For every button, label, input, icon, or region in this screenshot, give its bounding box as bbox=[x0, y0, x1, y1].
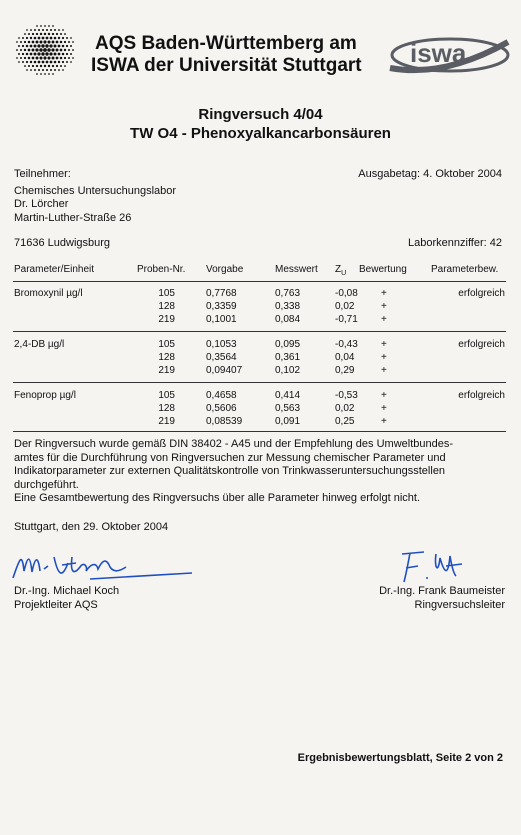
vorgabe-cell: 0,1053 bbox=[206, 339, 237, 350]
iswa-logo-text: iswa bbox=[410, 38, 467, 68]
logo-dot bbox=[28, 49, 31, 52]
logo-dot bbox=[46, 37, 49, 40]
logo-dot bbox=[40, 33, 42, 35]
logo-dot bbox=[38, 69, 40, 71]
logo-dot bbox=[26, 53, 29, 56]
logo-dot bbox=[64, 41, 66, 43]
logo-dot bbox=[64, 49, 66, 51]
logo-dot bbox=[32, 65, 34, 67]
messwert-cell: 0,763 bbox=[275, 288, 301, 299]
logo-dot bbox=[24, 41, 26, 43]
logo-dot bbox=[33, 52, 36, 55]
logo-dot bbox=[60, 57, 63, 60]
logo-dot bbox=[26, 61, 28, 63]
zu-cell: -0,43 bbox=[335, 339, 358, 350]
param-result: erfolgreich bbox=[458, 288, 505, 299]
logo-dot bbox=[34, 29, 36, 31]
logo-dot bbox=[62, 53, 65, 56]
bewertung-cell: + bbox=[381, 365, 387, 376]
logo-dot bbox=[66, 61, 68, 63]
logo-dot bbox=[52, 25, 54, 27]
logo-dot bbox=[32, 57, 35, 60]
logo-dot bbox=[42, 29, 44, 31]
logo-dot bbox=[32, 49, 35, 52]
logo-dot bbox=[56, 65, 58, 67]
logo-dot bbox=[52, 73, 54, 75]
logo-dot bbox=[62, 45, 65, 48]
logo-dot bbox=[32, 41, 35, 44]
logo-dot bbox=[47, 40, 50, 43]
zu-cell: 0,25 bbox=[335, 416, 355, 427]
logo-dot bbox=[48, 73, 50, 75]
logo-dot bbox=[50, 61, 53, 64]
bewertung-cell: + bbox=[381, 390, 387, 401]
logo-dot bbox=[18, 45, 20, 47]
logo-dot bbox=[54, 29, 56, 31]
logo-dot bbox=[47, 48, 51, 52]
probe-cell: 219 bbox=[158, 365, 175, 376]
body-line: durchgeführt. bbox=[14, 478, 79, 491]
logo-dot bbox=[34, 61, 37, 64]
logo-dot bbox=[58, 69, 60, 71]
logo-dot bbox=[70, 37, 72, 39]
col-header-vorgabe: Vorgabe bbox=[206, 264, 244, 275]
title-line-2: TW O4 - Phenoxyalkancarbonsäuren bbox=[130, 125, 391, 142]
logo-dot bbox=[37, 44, 40, 47]
zu-cell: 0,04 bbox=[335, 352, 355, 363]
logo-dot bbox=[18, 61, 20, 63]
logo-dot bbox=[60, 41, 63, 44]
logo-dot bbox=[42, 69, 44, 71]
logo-dot bbox=[52, 57, 55, 60]
logo-dot bbox=[22, 61, 24, 63]
logo-dot bbox=[72, 57, 74, 59]
logo-dot bbox=[36, 57, 39, 60]
logo-dot bbox=[28, 65, 30, 67]
bewertung-cell: + bbox=[381, 301, 387, 312]
signer-left-role: Projektleiter AQS bbox=[14, 599, 98, 611]
logo-dot bbox=[28, 57, 31, 60]
logo-dot bbox=[46, 69, 48, 71]
logo-dot bbox=[62, 69, 64, 71]
messwert-cell: 0,095 bbox=[275, 339, 301, 350]
logo-dot bbox=[16, 41, 18, 43]
zu-cell: 0,02 bbox=[335, 403, 355, 414]
logo-dot bbox=[34, 37, 37, 40]
logo-dot bbox=[30, 69, 32, 71]
logo-dot bbox=[70, 45, 72, 47]
logo-dot bbox=[54, 37, 57, 40]
bewertung-cell: + bbox=[381, 339, 387, 350]
issue-date: Ausgabetag: 4. Oktober 2004 bbox=[358, 168, 502, 180]
logo-dot bbox=[36, 41, 39, 44]
header-line-1: AQS Baden-Württemberg am bbox=[95, 33, 357, 54]
logo-dot bbox=[52, 33, 54, 35]
logo-dot bbox=[39, 40, 42, 43]
probe-cell: 105 bbox=[158, 339, 175, 350]
address-line: Chemisches Untersuchungslabor bbox=[14, 185, 177, 197]
logo-dot bbox=[60, 33, 62, 35]
param-name: Fenoprop µg/l bbox=[14, 390, 76, 401]
logo-dot bbox=[20, 41, 22, 43]
logo-dot bbox=[56, 41, 59, 44]
logo-dot bbox=[37, 52, 40, 55]
param-result: erfolgreich bbox=[458, 390, 505, 401]
logo-dot bbox=[30, 37, 32, 39]
logo-dot bbox=[72, 49, 74, 51]
logo-dot bbox=[52, 41, 55, 44]
logo-dot bbox=[36, 65, 38, 67]
messwert-cell: 0,414 bbox=[275, 390, 301, 401]
bewertung-cell: + bbox=[381, 416, 387, 427]
logo-dot bbox=[58, 53, 61, 56]
bewertung-cell: + bbox=[381, 288, 387, 299]
logo-dot bbox=[22, 53, 24, 55]
logo-dot bbox=[45, 44, 48, 47]
signer-right-name: Dr.-Ing. Frank Baumeister bbox=[379, 585, 505, 597]
logo-dot bbox=[38, 61, 41, 64]
logo-dot bbox=[26, 29, 28, 31]
body-line: amtes für die Durchführung von Ringversuchen zur Messung chemischer Parameter und bbox=[14, 451, 446, 464]
logo-dot bbox=[56, 33, 58, 35]
zu-cell: 0,29 bbox=[335, 365, 355, 376]
logo-dot bbox=[54, 61, 57, 64]
table-divider bbox=[13, 281, 506, 282]
logo-dot bbox=[33, 44, 36, 47]
logo-dot bbox=[62, 37, 64, 39]
logo-dot bbox=[53, 52, 56, 55]
logo-dot bbox=[42, 37, 45, 40]
logo-dot bbox=[24, 65, 26, 67]
logo-dot bbox=[24, 57, 26, 59]
logo-dot bbox=[52, 65, 54, 67]
logo-dot bbox=[32, 33, 34, 35]
vorgabe-cell: 0,5606 bbox=[206, 403, 237, 414]
logo-dot bbox=[62, 29, 64, 31]
logo-dot bbox=[30, 45, 33, 48]
address-city: 71636 Ludwigsburg bbox=[14, 237, 111, 249]
param-name: 2,4-DB µg/l bbox=[14, 339, 65, 350]
logo-dot bbox=[58, 61, 60, 63]
logo-dot bbox=[70, 53, 72, 55]
logo-dot bbox=[51, 48, 54, 51]
logo-dot bbox=[43, 48, 47, 52]
logo-dot bbox=[56, 49, 59, 52]
logo-dot bbox=[48, 25, 50, 27]
param-result: erfolgreich bbox=[458, 339, 505, 350]
zu-cell: -0,53 bbox=[335, 390, 358, 401]
logo-dot bbox=[66, 53, 68, 55]
logo-dot bbox=[58, 37, 60, 39]
logo-dot bbox=[22, 37, 24, 39]
logo-dot bbox=[60, 49, 63, 52]
logo-dot bbox=[64, 57, 66, 59]
col-header-zu: $Z_U$ bbox=[335, 264, 347, 277]
logo-dot bbox=[30, 29, 32, 31]
logo-dot bbox=[36, 73, 38, 75]
body-line: Der Ringversuch wurde gemäß DIN 38402 - A45 und der Empfehlung des Umweltbundes- bbox=[14, 438, 454, 450]
logo-dot bbox=[62, 61, 64, 63]
messwert-cell: 0,563 bbox=[275, 403, 301, 414]
logo-dot bbox=[72, 41, 74, 43]
probe-cell: 128 bbox=[158, 301, 175, 312]
probe-cell: 219 bbox=[158, 314, 175, 325]
logo-dot bbox=[47, 56, 50, 59]
logo-dot bbox=[70, 61, 72, 63]
bewertung-cell: + bbox=[381, 352, 387, 363]
logo-dot bbox=[16, 49, 18, 51]
logo-dot bbox=[39, 48, 43, 52]
logo-dot bbox=[44, 33, 46, 35]
vorgabe-cell: 0,1001 bbox=[206, 314, 237, 325]
probe-cell: 219 bbox=[158, 416, 175, 427]
logo-dot bbox=[41, 44, 44, 47]
place-date: Stuttgart, den 29. Oktober 2004 bbox=[14, 521, 169, 533]
logo-dot bbox=[40, 65, 42, 67]
probe-cell: 105 bbox=[158, 288, 175, 299]
bewertung-cell: + bbox=[381, 314, 387, 325]
logo-dot bbox=[28, 33, 30, 35]
logo-dot bbox=[46, 61, 49, 64]
logo-dot bbox=[43, 40, 46, 43]
logo-dot bbox=[41, 52, 44, 55]
logo-dot bbox=[43, 56, 46, 59]
logo-dot bbox=[30, 53, 33, 56]
logo-dot bbox=[64, 65, 66, 67]
messwert-cell: 0,084 bbox=[275, 314, 301, 325]
logo-dot bbox=[34, 69, 36, 71]
vorgabe-cell: 0,4658 bbox=[206, 390, 237, 401]
logo-dot bbox=[44, 73, 46, 75]
logo-dot bbox=[45, 52, 48, 55]
logo-dot bbox=[40, 25, 42, 27]
messwert-cell: 0,338 bbox=[275, 301, 301, 312]
zu-cell: 0,02 bbox=[335, 301, 355, 312]
logo-dot bbox=[68, 49, 70, 51]
logo-dot bbox=[38, 37, 41, 40]
logo-dot bbox=[58, 45, 61, 48]
logo-dot bbox=[24, 49, 26, 51]
col-header-probe: Proben-Nr. bbox=[137, 264, 186, 275]
logo-dot bbox=[39, 56, 42, 59]
signature-left bbox=[10, 545, 195, 590]
logo-dot bbox=[50, 29, 52, 31]
messwert-cell: 0,091 bbox=[275, 416, 301, 427]
probe-cell: 105 bbox=[158, 390, 175, 401]
zu-cell: -0,08 bbox=[335, 288, 358, 299]
logo-dot bbox=[35, 48, 38, 51]
iswa-logo bbox=[384, 28, 512, 78]
body-paragraph bbox=[14, 438, 504, 506]
logo-dot bbox=[44, 65, 46, 67]
logo-dot bbox=[20, 49, 22, 51]
logo-dot bbox=[54, 69, 56, 71]
logo-dot bbox=[56, 57, 59, 60]
col-header-param: Parameter/Einheit bbox=[14, 264, 95, 275]
logo-dot bbox=[49, 44, 52, 47]
logo-dot bbox=[42, 61, 45, 64]
lab-code: Laborkennziffer: 42 bbox=[408, 237, 502, 249]
logo-dot bbox=[28, 41, 31, 44]
logo-dot bbox=[26, 69, 28, 71]
logo-dot bbox=[64, 33, 66, 35]
logo-dot bbox=[44, 25, 46, 27]
logo-dot bbox=[36, 33, 38, 35]
bewertung-cell: + bbox=[381, 403, 387, 414]
logo-dot bbox=[18, 53, 20, 55]
footer-page-info: Ergebnisbewertungsblatt, Seite 2 von 2 bbox=[297, 752, 503, 764]
vorgabe-cell: 0,08539 bbox=[206, 416, 243, 427]
logo-dot bbox=[22, 45, 24, 47]
messwert-cell: 0,361 bbox=[275, 352, 301, 363]
vorgabe-cell: 0,3564 bbox=[206, 352, 237, 363]
logo-dot bbox=[68, 57, 70, 59]
probe-cell: 128 bbox=[158, 403, 175, 414]
logo-dot bbox=[60, 65, 62, 67]
logo-dot bbox=[48, 65, 50, 67]
logo-dot bbox=[20, 57, 22, 59]
probe-cell: 128 bbox=[158, 352, 175, 363]
vorgabe-cell: 0,3359 bbox=[206, 301, 237, 312]
col-header-messwert: Messwert bbox=[275, 264, 318, 275]
logo-dot bbox=[16, 57, 18, 59]
logo-dot bbox=[40, 73, 42, 75]
logo-dot bbox=[53, 44, 56, 47]
logo-dot bbox=[68, 41, 70, 43]
logo-dot bbox=[26, 45, 29, 48]
address-line: Dr. Lörcher bbox=[14, 198, 69, 210]
logo-dot bbox=[66, 37, 68, 39]
logo-dot bbox=[48, 33, 50, 35]
body-line: Eine Gesamtbewertung des Ringversuchs über alle Parameter hinweg erfolgt nicht. bbox=[14, 492, 420, 505]
body-line: Indikatorparameter zur externen Qualitätskontrolle von Trinkwasseruntersuchungsstellen bbox=[14, 465, 446, 478]
table-divider bbox=[13, 431, 506, 432]
signer-left-name: Dr.-Ing. Michael Koch bbox=[14, 585, 120, 597]
logo-dot bbox=[66, 45, 68, 47]
vorgabe-cell: 0,09407 bbox=[206, 365, 243, 376]
param-name: Bromoxynil µg/l bbox=[14, 288, 83, 299]
title-line-1: Ringversuch 4/04 bbox=[198, 106, 323, 123]
logo-dot bbox=[50, 37, 53, 40]
col-header-bewertung: Bewertung bbox=[359, 264, 407, 275]
logo-dot bbox=[49, 52, 52, 55]
address-line: Martin-Luther-Straße 26 bbox=[14, 212, 132, 224]
logo-dot bbox=[50, 69, 52, 71]
logo-dot bbox=[24, 33, 26, 35]
logo-dot bbox=[36, 25, 38, 27]
table-divider bbox=[13, 382, 506, 383]
col-header-parameterbew: Parameterbew. bbox=[431, 264, 499, 275]
logo-dot bbox=[30, 61, 32, 63]
participant-label: Teilnehmer: bbox=[14, 168, 71, 180]
signer-right-role: Ringversuchsleiter bbox=[414, 599, 505, 611]
header-line-2: ISWA der Universität Stuttgart bbox=[91, 55, 362, 76]
table-divider bbox=[13, 331, 506, 332]
logo-dot bbox=[58, 29, 60, 31]
aqs-dot-logo bbox=[14, 24, 76, 76]
vorgabe-cell: 0,7768 bbox=[206, 288, 237, 299]
messwert-cell: 0,102 bbox=[275, 365, 301, 376]
logo-dot bbox=[38, 29, 40, 31]
zu-cell: -0,71 bbox=[335, 314, 358, 325]
logo-dot bbox=[18, 37, 20, 39]
logo-dot bbox=[46, 29, 48, 31]
logo-dot bbox=[26, 37, 28, 39]
signature-right bbox=[396, 548, 476, 586]
